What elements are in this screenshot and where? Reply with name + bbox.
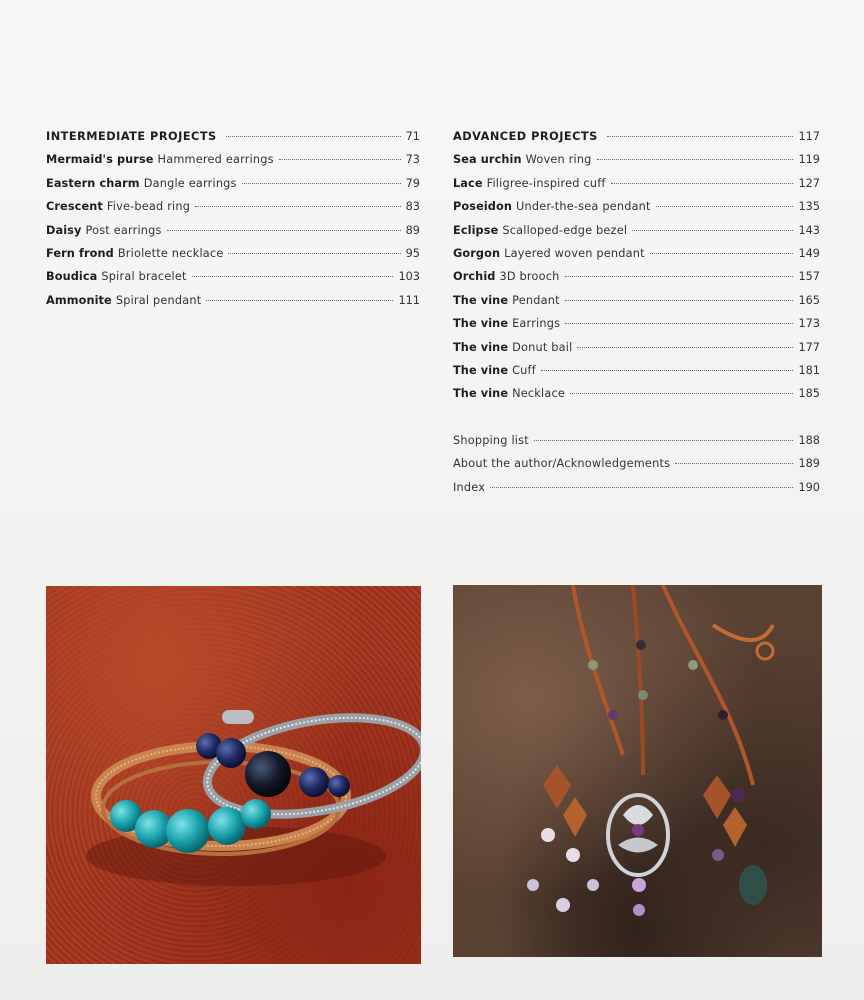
project-name: Mermaid's purse [46,153,154,167]
entry-title: About the author/Acknowledgements [453,457,671,471]
toc-entry[interactable] [453,317,820,340]
leader-dots [675,463,793,464]
page-number: 173 [798,317,820,331]
toc-entry[interactable] [453,153,820,176]
rings-illustration [46,586,421,964]
leader-dots [632,230,793,231]
pendants-illustration [453,585,822,957]
project-description: Hammered earrings [157,153,274,167]
page-number: 83 [405,200,420,214]
toc-entry[interactable] [453,247,820,270]
page-number: 190 [798,480,820,494]
page-number: 135 [798,200,820,214]
leader-dots [607,136,794,137]
leader-dots [650,253,794,254]
leader-dots [206,300,393,301]
page-number: 89 [405,223,420,237]
project-name: Poseidon [453,200,512,214]
leader-dots [279,159,401,160]
project-name: Lace [453,176,483,190]
project-name: Ammonite [46,293,112,307]
leader-dots [541,370,794,371]
project-description: Scalloped-edge bezel [502,223,628,237]
spacer [453,411,820,434]
toc-entry-shopping-list[interactable] [453,434,820,457]
page-number: 95 [405,246,420,260]
project-name: The vine [453,293,509,307]
project-description: Briolette necklace [117,246,224,260]
page-number: 127 [798,176,820,190]
toc-entry[interactable] [453,224,820,247]
project-name: Sea urchin [453,153,522,167]
leader-dots [242,183,401,184]
page-number: 185 [798,387,820,401]
leader-dots [228,253,400,254]
page-number: 143 [798,223,820,237]
leader-dots [656,206,794,207]
toc-section-header[interactable] [46,130,420,153]
toc-entry[interactable] [453,270,820,293]
toc-entry[interactable] [46,153,420,176]
project-description: Layered woven pendant [504,246,645,260]
project-name: Eclipse [453,223,499,237]
project-description: Under-the-sea pendant [516,200,651,214]
project-description: 3D brooch [499,270,560,284]
leader-dots [565,300,794,301]
project-description: Five-bead ring [106,200,191,214]
leader-dots [167,230,401,231]
project-description: Post earrings [85,223,162,237]
project-description: Pendant [512,293,560,307]
leader-dots [226,136,401,137]
page-number: 103 [398,270,420,284]
pendants-photo [453,585,822,957]
page-number: 149 [798,246,820,260]
page-number: 181 [798,363,820,377]
project-description: Cuff [512,363,536,377]
leader-dots [577,347,793,348]
section-title: INTERMEDIATE PROJECTS [46,130,217,143]
toc-entry[interactable] [453,341,820,364]
leader-dots [534,440,794,441]
leader-dots [195,206,401,207]
project-description: Spiral pendant [115,293,202,307]
toc-section-header[interactable] [453,130,820,153]
project-name: Fern frond [46,246,114,260]
rings-photo [46,586,421,964]
page-number: 165 [798,293,820,307]
page-number: 71 [405,130,420,143]
toc-entry[interactable] [46,177,420,200]
project-name: Boudica [46,270,98,284]
project-name: The vine [453,340,509,354]
leader-dots [611,183,794,184]
leader-dots [570,393,793,394]
page-number: 117 [798,130,820,143]
silver-pendant-center [608,795,668,916]
toc-entry[interactable] [46,294,420,317]
section-title: ADVANCED PROJECTS [453,130,598,143]
toc-entry[interactable] [453,177,820,200]
project-description: Woven ring [525,153,592,167]
page-number: 189 [798,457,820,471]
toc-entry[interactable] [453,294,820,317]
leader-dots [565,276,794,277]
toc-entry[interactable] [46,247,420,270]
project-description: Filigree-inspired cuff [486,176,606,190]
entry-title: Shopping list [453,434,529,448]
leader-dots [565,323,793,324]
project-name: The vine [453,387,509,401]
project-description: Earrings [512,317,561,331]
page-number: 111 [398,293,420,307]
toc-entry[interactable] [46,224,420,247]
project-name: Gorgon [453,246,501,260]
project-description: Donut bail [512,340,573,354]
project-description: Spiral bracelet [101,270,187,284]
intermediate-projects-toc [46,130,420,317]
page-number: 177 [798,340,820,354]
copper-pendant-left [527,765,599,912]
advanced-projects-toc [453,130,820,504]
page-number: 157 [798,270,820,284]
toc-entry[interactable] [453,387,820,410]
project-description: Dangle earrings [143,176,237,190]
entry-title: Index [453,480,486,494]
toc-entry[interactable] [46,270,420,293]
leader-dots [597,159,794,160]
project-name: The vine [453,363,509,377]
page-number: 119 [798,153,820,167]
project-name: Daisy [46,223,82,237]
project-name: The vine [453,317,509,331]
leader-dots [192,276,394,277]
leader-dots [490,487,793,488]
toc-entry[interactable] [453,364,820,387]
page-number: 73 [405,153,420,167]
page-number: 188 [798,434,820,448]
toc-entry-about-author[interactable] [453,457,820,480]
project-name: Crescent [46,200,103,214]
project-name: Eastern charm [46,176,140,190]
project-description: Necklace [512,387,566,401]
copper-pendant-right [703,775,767,905]
toc-entry[interactable] [46,200,420,223]
project-name: Orchid [453,270,496,284]
page-number: 79 [405,176,420,190]
toc-entry[interactable] [453,200,820,223]
toc-entry-index[interactable] [453,481,820,504]
